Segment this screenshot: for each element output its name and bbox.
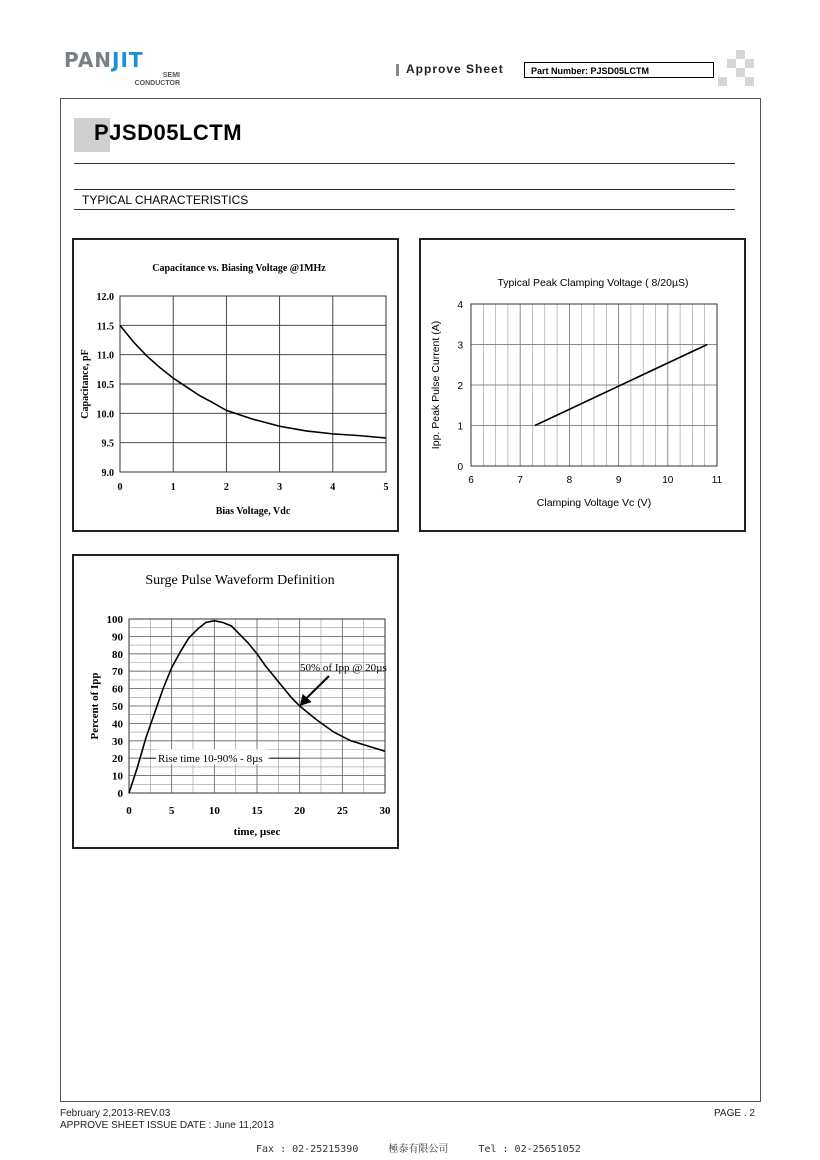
y-axis-label: Percent of Ipp: [89, 672, 101, 740]
y-axis-label: Ipp. Peak Pulse Current (A): [430, 320, 442, 450]
approve-bar-decoration: [396, 64, 399, 76]
footer-contact: [256, 1140, 581, 1155]
x-axis-label: Clamping Voltage Vc (V): [536, 497, 652, 509]
y-tick-label: 3: [457, 340, 463, 352]
x-tick-label: 5: [383, 482, 389, 493]
x-tick-label: 10: [662, 475, 674, 486]
y-tick-label: 0: [117, 788, 123, 800]
x-tick-label: 1: [170, 482, 176, 493]
chart-surge: [74, 556, 397, 847]
approve-sheet-label: Approve Sheet: [406, 62, 504, 76]
chart-capacitance: [74, 240, 397, 530]
y-tick-label: 10.0: [96, 409, 114, 421]
x-tick-label: 20: [294, 805, 306, 817]
x-tick-label: 11: [711, 475, 723, 486]
y-tick-label: 10: [112, 770, 123, 783]
logo-sub-semi: SEMI: [162, 72, 180, 79]
annotation-50pct: 50% of Ipp @ 20µs: [300, 662, 387, 674]
footer-tel: Tel : 02-25651052: [478, 1144, 581, 1155]
y-tick-label: 70: [112, 666, 123, 679]
chart-clamping: [421, 240, 744, 530]
section-rule-bottom: [74, 209, 735, 210]
y-tick-label: 4: [457, 300, 463, 311]
logo-sub-conductor: CONDUCTOR: [134, 80, 180, 87]
x-tick-label: 10: [208, 805, 220, 817]
chart-capacitance-panel: [72, 238, 399, 532]
x-tick-label: 8: [566, 475, 573, 486]
x-tick-label: 6: [468, 475, 474, 486]
y-tick-label: 60: [112, 683, 123, 696]
page-title: PJSD05LCTM: [94, 120, 243, 145]
logo-pan: PAN: [64, 48, 113, 72]
chart-title: Surge Pulse Waveform Definition: [145, 573, 335, 588]
x-tick-label: 0: [126, 805, 132, 817]
checker-decoration: [718, 50, 754, 86]
footer-company: 極泰有限公司: [388, 1144, 449, 1155]
x-tick-label: 30: [379, 805, 391, 817]
y-tick-label: 20: [112, 753, 123, 766]
footer-issue-date: APPROVE SHEET ISSUE DATE : June 11,2013: [60, 1120, 274, 1131]
y-tick-label: 9.5: [101, 438, 114, 450]
y-tick-label: 10.5: [96, 380, 114, 391]
y-tick-label: 40: [112, 718, 123, 731]
y-tick-label: 0: [457, 462, 463, 473]
x-tick-label: 15: [251, 805, 263, 817]
y-tick-label: 90: [112, 631, 123, 644]
x-tick-label: 5: [168, 805, 175, 817]
y-tick-label: 11.0: [97, 350, 114, 362]
y-tick-label: 12.0: [96, 292, 114, 303]
x-axis-label: time, µsec: [233, 826, 281, 838]
chart-title: Typical Peak Clamping Voltage ( 8/20µS): [497, 277, 689, 289]
x-tick-label: 25: [336, 805, 348, 817]
y-tick-label: 80: [112, 648, 123, 661]
footer-fax: Fax : 02-25215390: [256, 1144, 359, 1155]
chart-title: Capacitance vs. Biasing Voltage @1MHz: [152, 263, 326, 274]
footer-revision: February 2,2013-REV.03: [60, 1108, 171, 1119]
section-rule-top: [74, 189, 735, 190]
y-tick-label: 30: [112, 735, 123, 748]
y-tick-label: 100: [106, 614, 123, 626]
y-axis-label: Capacitance, pF: [80, 349, 91, 419]
x-tick-label: 2: [223, 482, 229, 493]
logo-jit: JIT: [112, 48, 144, 72]
y-tick-label: 2: [457, 381, 463, 392]
chart-clamping-panel: [419, 238, 746, 532]
section-heading: TYPICAL CHARACTERISTICS: [82, 193, 249, 207]
footer-page-number: PAGE . 2: [714, 1108, 755, 1119]
y-tick-label: 50: [112, 701, 123, 713]
y-tick-label: 1: [457, 421, 463, 433]
part-number-box: Part Number: PJSD05LCTM: [524, 62, 714, 78]
panjit-logo: [64, 48, 184, 92]
series-line: [120, 325, 386, 438]
x-tick-label: 7: [517, 475, 523, 486]
x-tick-label: 4: [330, 482, 336, 493]
annotation-rise-time: Rise time 10-90% - 8µs: [158, 753, 263, 766]
chart-surge-panel: [72, 554, 399, 849]
x-tick-label: 9: [615, 475, 622, 486]
x-tick-label: 3: [277, 482, 283, 493]
x-tick-label: 0: [117, 482, 123, 493]
y-tick-label: 9.0: [101, 468, 114, 479]
title-rule: [74, 163, 735, 164]
x-axis-label: Bias Voltage, Vdc: [215, 506, 291, 517]
y-tick-label: 11.5: [97, 321, 114, 333]
